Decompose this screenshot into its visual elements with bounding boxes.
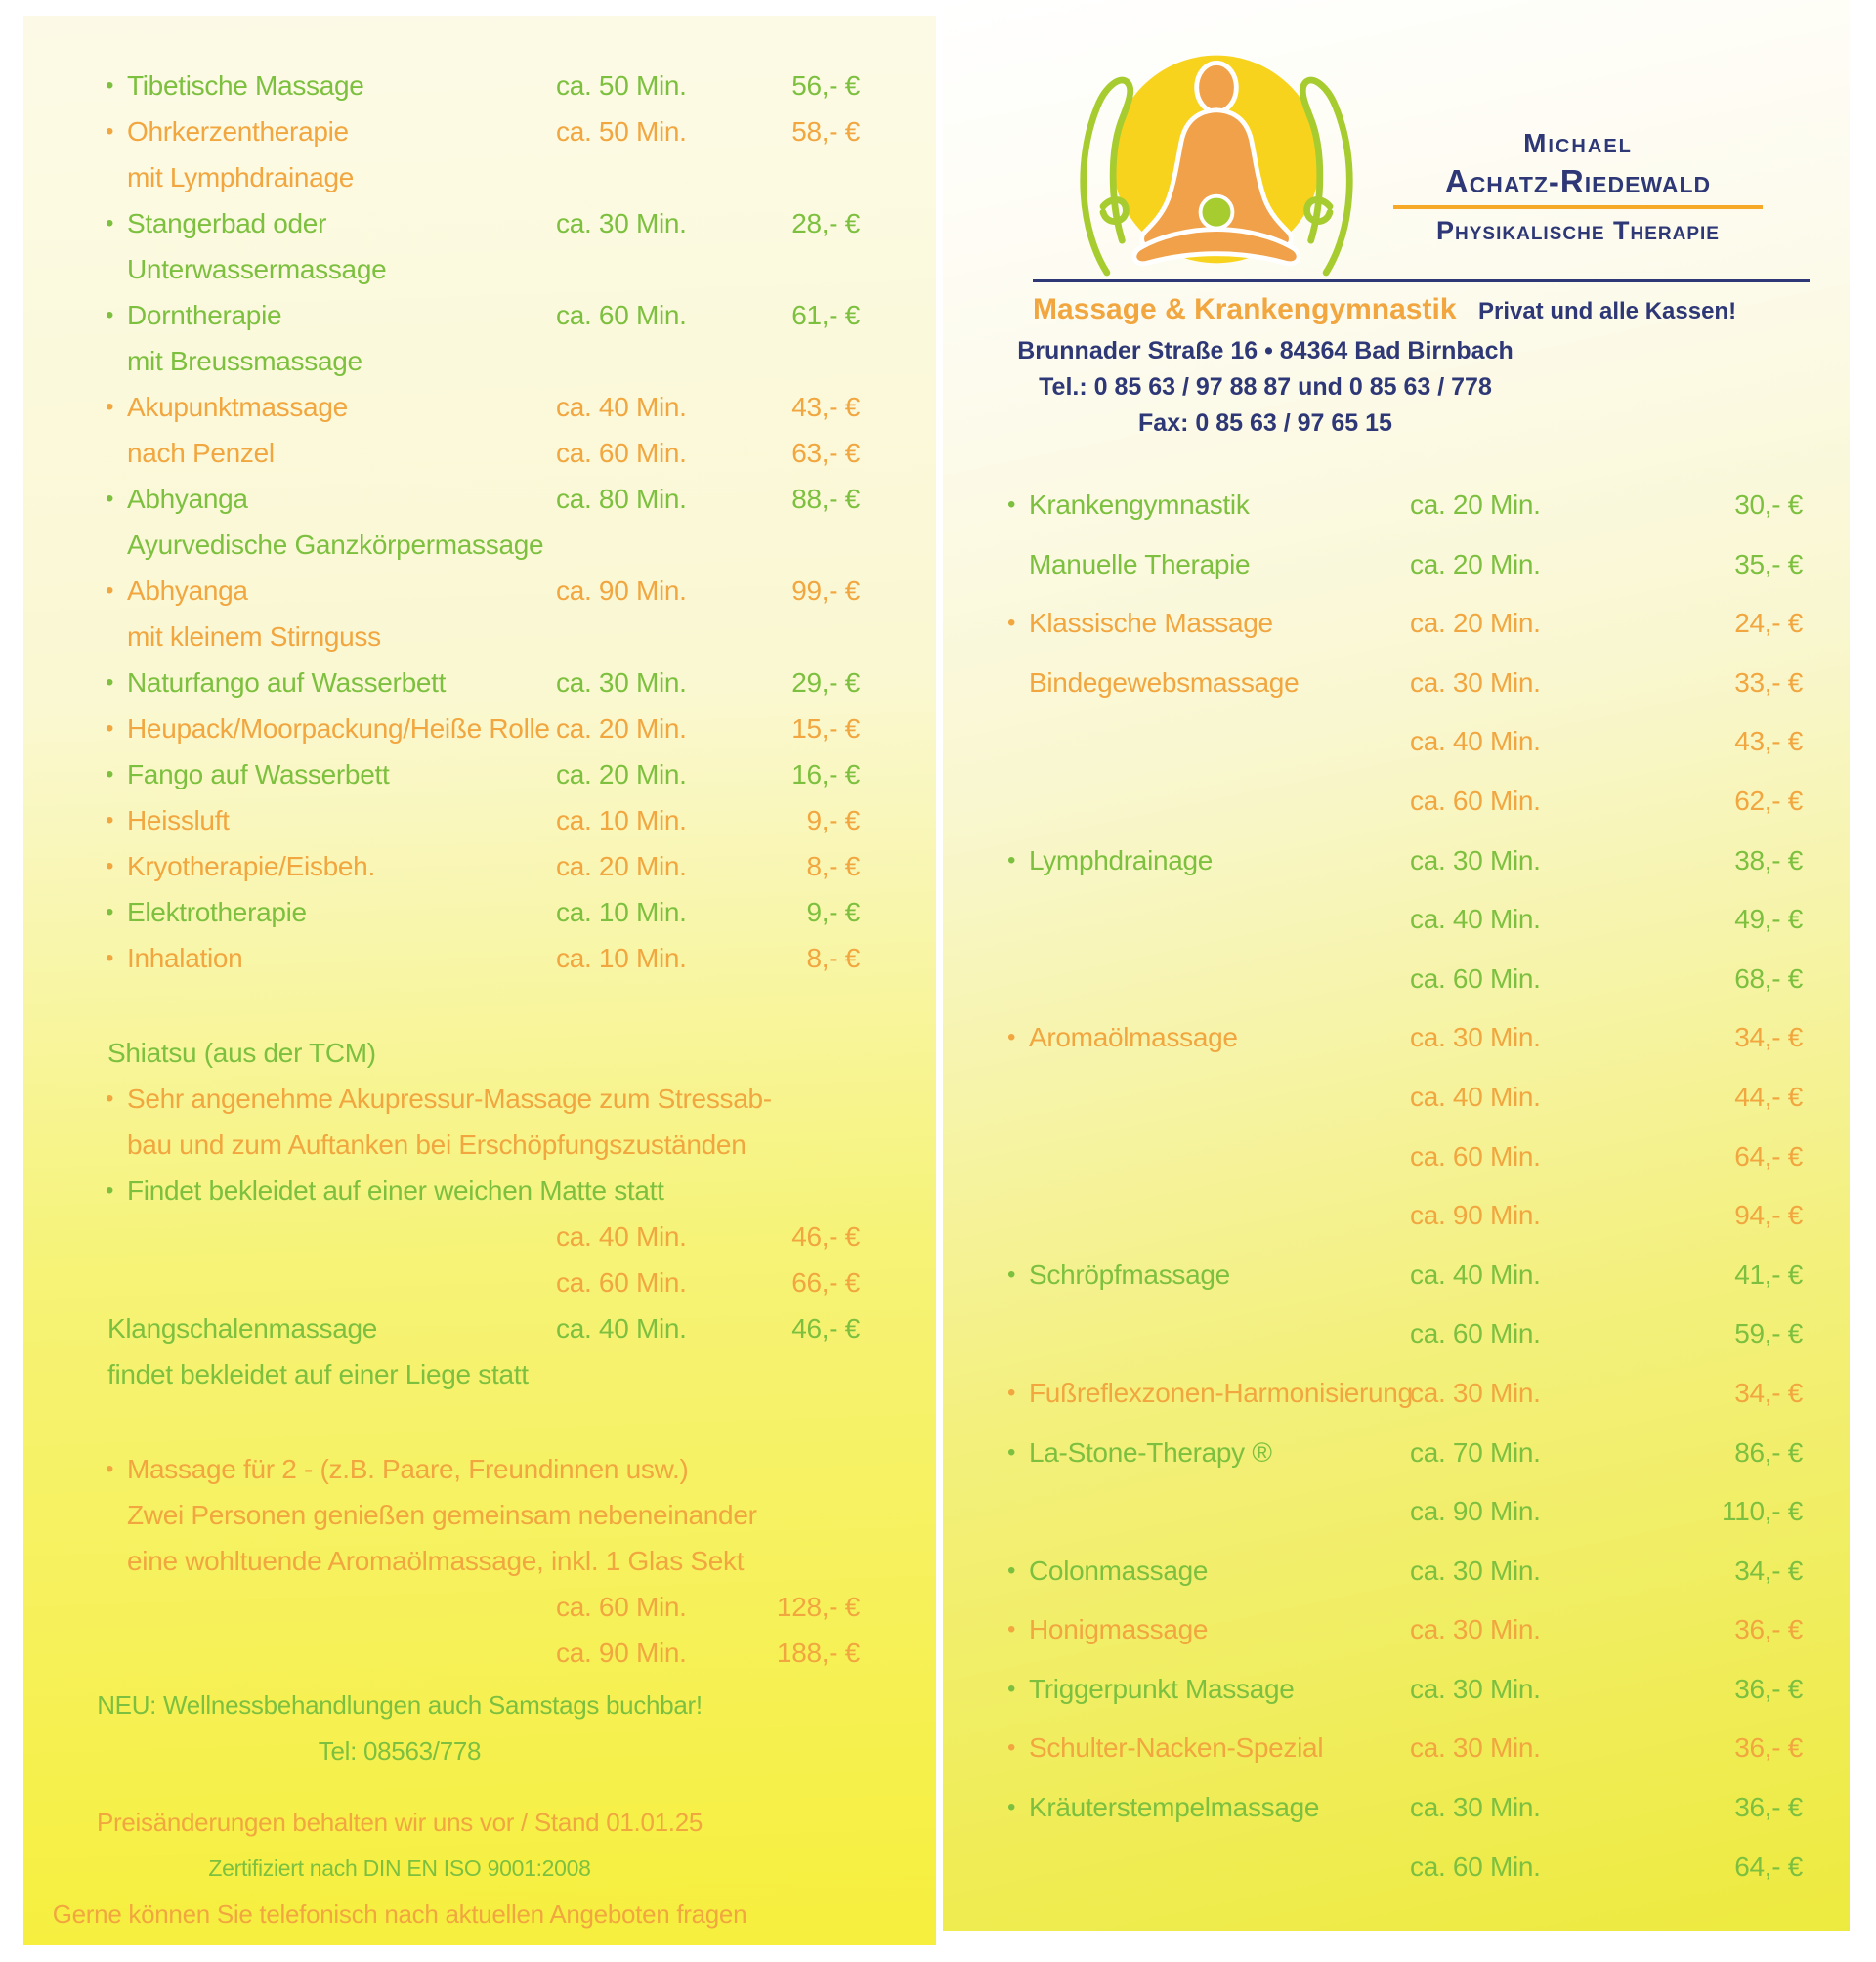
treatment-duration: ca. 20 Min.	[1410, 490, 1541, 520]
price-row	[943, 1660, 1850, 1720]
price-row	[23, 1259, 936, 1305]
treatment-price: 46,- €	[791, 1313, 860, 1344]
treatment-name: Elektrotherapie	[127, 897, 307, 927]
treatment-name: Klassische Massage	[1029, 608, 1273, 639]
treatment-name: Heupack/Moorpackung/Heiße Rolle	[127, 713, 550, 744]
bullet-icon: •	[1007, 1734, 1016, 1762]
treatment-name: Findet bekleidet auf einer weichen Matte statt	[127, 1175, 664, 1206]
treatment-duration: ca. 30 Min.	[1410, 1673, 1541, 1704]
meditating-person-logo	[1045, 18, 1387, 301]
price-row	[23, 1538, 936, 1584]
price-row	[23, 705, 936, 751]
treatment-duration: ca. 10 Min.	[556, 897, 687, 927]
treatment-name: findet bekleidet auf einer Liege statt	[107, 1359, 529, 1389]
bullet-icon: •	[1007, 1794, 1016, 1821]
price-row	[23, 1076, 936, 1122]
treatment-duration: ca. 30 Min.	[1410, 1555, 1541, 1586]
price-row	[943, 1304, 1850, 1364]
bullet-icon: •	[106, 669, 114, 696]
treatment-name: Kryotherapie/Eisbeh.	[127, 851, 375, 881]
treatment-price: 86,- €	[1734, 1436, 1803, 1468]
treatment-name: Massage für 2 - (z.B. Paare, Freundinnen usw.)	[127, 1454, 689, 1484]
treatment-price: 38,- €	[1734, 844, 1803, 875]
price-row	[23, 751, 936, 797]
bullet-icon: •	[1007, 1379, 1016, 1406]
price-row	[943, 1128, 1850, 1187]
bullet-icon: •	[106, 118, 114, 145]
price-row	[943, 1008, 1850, 1068]
treatment-duration: ca. 30 Min.	[1410, 666, 1541, 698]
treatment-price: 44,- €	[1734, 1081, 1803, 1112]
price-row	[943, 1186, 1850, 1246]
bullet-icon: •	[106, 945, 114, 971]
treatment-name: Shiatsu (aus der TCM)	[107, 1038, 376, 1068]
footer-note	[23, 1728, 776, 1774]
price-row	[23, 200, 936, 246]
treatment-name: Kräuterstempelmassage	[1029, 1792, 1320, 1823]
treatment-price: 41,- €	[1734, 1258, 1803, 1290]
treatment-duration: ca. 60 Min.	[1410, 785, 1541, 816]
phone-line: Tel.: 0 85 63 / 97 88 87 und 0 85 63 / 778	[1039, 373, 1492, 401]
bullet-icon: •	[1007, 1024, 1016, 1051]
price-row	[943, 832, 1850, 891]
treatment-duration: ca. 90 Min.	[1410, 1496, 1541, 1527]
footer-note	[23, 1892, 776, 1938]
treatment-name: Tibetische Massage	[127, 70, 364, 101]
price-row	[23, 246, 936, 292]
bullet-icon: •	[106, 1177, 114, 1204]
treatment-price: 99,- €	[791, 576, 860, 606]
treatment-name: mit Breussmassage	[127, 346, 362, 376]
price-row	[23, 63, 936, 108]
practice-subtitle: Physikalische Therapie	[1436, 216, 1720, 245]
price-row	[23, 1351, 936, 1397]
treatment-price: 15,- €	[791, 713, 860, 744]
left-footer-notes	[23, 1671, 936, 1938]
bullet-icon: •	[1007, 1557, 1016, 1584]
price-row	[23, 1305, 936, 1351]
treatment-price: 188,- €	[776, 1638, 860, 1668]
treatment-duration: ca. 60 Min.	[556, 1267, 687, 1298]
bullet-icon: •	[1007, 1260, 1016, 1288]
bullet-icon: •	[1007, 491, 1016, 518]
bullet-icon: •	[1007, 1675, 1016, 1702]
treatment-duration: ca. 30 Min.	[556, 667, 687, 698]
price-row	[943, 950, 1850, 1009]
price-row	[943, 535, 1850, 595]
treatment-name: Krankengymnastik	[1029, 490, 1250, 520]
bullet-icon: •	[1007, 1616, 1016, 1643]
treatment-price: 9,- €	[806, 897, 860, 927]
bullet-icon: •	[106, 899, 114, 925]
treatment-duration: ca. 60 Min.	[1410, 962, 1541, 994]
bullet-icon: •	[1007, 610, 1016, 637]
treatment-price: 64,- €	[1734, 1140, 1803, 1172]
treatment-name: nach Penzel	[127, 438, 275, 468]
treatment-price: 94,- €	[1734, 1200, 1803, 1231]
price-row	[23, 889, 936, 935]
treatment-name: eine wohltuende Aromaölmassage, inkl. 1 Glas Sekt	[127, 1546, 745, 1576]
footer-note-text: Tel: 08563/778	[318, 1736, 482, 1766]
treatment-duration: ca. 40 Min.	[556, 392, 687, 422]
price-row	[943, 890, 1850, 950]
bullet-icon: •	[106, 715, 114, 742]
treatment-price: 24,- €	[1734, 608, 1803, 639]
practice-first-name: Michael	[1523, 128, 1633, 158]
treatment-price: 49,- €	[1734, 904, 1803, 935]
bullet-icon: •	[106, 302, 114, 328]
treatment-name: Ayurvedische Ganzkörpermassage	[127, 530, 544, 560]
treatment-price: 128,- €	[776, 1592, 860, 1622]
bullet-icon: •	[106, 853, 114, 879]
treatment-price: 33,- €	[1734, 666, 1803, 698]
treatment-duration: ca. 30 Min.	[1410, 1732, 1541, 1764]
footer-note-text: Gerne können Sie telefonisch nach aktuellen Angeboten fragen	[52, 1899, 747, 1929]
treatment-duration: ca. 10 Min.	[556, 943, 687, 973]
bullet-icon: •	[1007, 1438, 1016, 1466]
price-row	[943, 654, 1850, 713]
treatment-price: 59,- €	[1734, 1318, 1803, 1349]
price-row	[943, 1719, 1850, 1778]
treatment-price: 8,- €	[806, 943, 860, 973]
treatment-price: 28,- €	[791, 208, 860, 238]
treatment-name: Dorntherapie	[127, 300, 282, 330]
treatment-price: 66,- €	[791, 1267, 860, 1298]
treatment-duration: ca. 50 Min.	[556, 116, 687, 147]
price-row	[943, 1600, 1850, 1660]
treatment-price: 36,- €	[1734, 1614, 1803, 1645]
treatment-price: 46,- €	[791, 1221, 860, 1252]
price-row	[23, 522, 936, 568]
bullet-icon: •	[106, 577, 114, 604]
bullet-icon: •	[106, 807, 114, 833]
price-row	[23, 1446, 936, 1492]
price-row	[23, 338, 936, 384]
price-row	[943, 1364, 1850, 1424]
treatment-price: 34,- €	[1734, 1555, 1803, 1586]
treatment-duration: ca. 30 Min.	[1410, 1377, 1541, 1408]
treatment-name: mit Lymphdrainage	[127, 162, 354, 192]
treatment-price: 35,- €	[1734, 548, 1803, 579]
treatment-name: Inhalation	[127, 943, 243, 973]
price-row	[943, 1424, 1850, 1483]
treatment-name: mit kleinem Stirnguss	[127, 621, 381, 652]
price-row	[23, 935, 936, 981]
treatment-duration: ca. 40 Min.	[1410, 1081, 1541, 1112]
treatment-duration: ca. 10 Min.	[556, 805, 687, 835]
treatment-duration: ca. 80 Min.	[556, 484, 687, 514]
tagline-row	[1033, 289, 1736, 330]
price-row	[943, 1068, 1850, 1128]
treatment-duration: ca. 20 Min.	[1410, 608, 1541, 639]
treatment-price: 58,- €	[791, 116, 860, 147]
price-row	[23, 614, 936, 660]
price-row	[23, 1584, 936, 1630]
practice-last-name: Achatz-Riedewald	[1444, 163, 1712, 199]
treatment-price: 61,- €	[791, 300, 860, 330]
right-price-panel	[943, 0, 1850, 1931]
treatment-duration: ca. 20 Min.	[1410, 548, 1541, 579]
footer-note	[23, 1683, 776, 1728]
treatment-duration: ca. 30 Min.	[1410, 1022, 1541, 1053]
treatment-price: 36,- €	[1734, 1792, 1803, 1823]
price-row	[23, 384, 936, 430]
treatment-price: 36,- €	[1734, 1673, 1803, 1704]
bullet-icon: •	[106, 1456, 114, 1482]
treatment-name: Akupunktmassage	[127, 392, 348, 422]
treatment-duration: ca. 90 Min.	[556, 576, 687, 606]
treatment-name: Klangschalenmassage	[107, 1313, 378, 1344]
treatment-name: Abhyanga	[127, 576, 248, 606]
price-row	[23, 154, 936, 200]
treatment-duration: ca. 20 Min.	[556, 713, 687, 744]
treatment-name: Ohrkerzentherapie	[127, 116, 349, 147]
price-row	[23, 292, 936, 338]
treatment-name: Fußreflexzonen-Harmonisierung	[1029, 1377, 1413, 1408]
price-row	[23, 843, 936, 889]
treatment-price: 88,- €	[791, 484, 860, 514]
treatment-price: 62,- €	[1734, 785, 1803, 816]
treatment-duration: ca. 70 Min.	[1410, 1436, 1541, 1468]
treatment-name: Fango auf Wasserbett	[127, 759, 390, 789]
treatment-duration: ca. 60 Min.	[556, 300, 687, 330]
price-row	[23, 1214, 936, 1259]
treatment-duration: ca. 30 Min.	[1410, 844, 1541, 875]
tagline-services: Massage & Krankengymnastik	[1033, 293, 1457, 325]
bullet-icon: •	[106, 394, 114, 420]
price-row	[23, 1168, 936, 1214]
price-row	[23, 108, 936, 154]
price-row	[23, 660, 936, 705]
price-row	[23, 1492, 936, 1538]
treatment-price: 9,- €	[806, 805, 860, 835]
treatment-duration: ca. 40 Min.	[556, 1221, 687, 1252]
treatment-name: Lymphdrainage	[1029, 844, 1214, 875]
treatment-name: Colonmassage	[1029, 1555, 1209, 1586]
price-row	[943, 1246, 1850, 1305]
treatment-duration: ca. 30 Min.	[1410, 1614, 1541, 1645]
treatment-price: 30,- €	[1734, 490, 1803, 520]
footer-note	[23, 1846, 776, 1892]
treatment-name: Schröpfmassage	[1029, 1258, 1230, 1290]
treatment-name: Sehr angenehme Akupressur-Massage zum Stressab-	[127, 1084, 772, 1114]
treatment-duration: ca. 90 Min.	[556, 1638, 687, 1668]
treatment-name: Triggerpunkt Massage	[1029, 1673, 1295, 1704]
treatment-price: 64,- €	[1734, 1851, 1803, 1882]
bullet-icon: •	[106, 761, 114, 788]
footer-note-text: Preisänderungen behalten wir uns vor / Stand 01.01.25	[96, 1808, 704, 1837]
treatment-duration: ca. 40 Min.	[1410, 1258, 1541, 1290]
price-row	[943, 1778, 1850, 1838]
price-row	[23, 1630, 936, 1676]
price-row	[943, 594, 1850, 654]
treatment-price: 63,- €	[791, 438, 860, 468]
treatment-name: Naturfango auf Wasserbett	[127, 667, 447, 698]
left-price-list	[23, 63, 936, 1676]
treatment-price: 36,- €	[1734, 1732, 1803, 1764]
header-divider-rule	[1033, 279, 1810, 282]
treatment-duration: ca. 40 Min.	[556, 1313, 687, 1344]
price-row	[943, 1542, 1850, 1601]
practice-name-block	[1387, 125, 1769, 248]
right-price-list	[943, 476, 1850, 1897]
footer-note	[23, 1800, 776, 1846]
treatment-price: 43,- €	[791, 392, 860, 422]
price-row	[943, 1838, 1850, 1898]
bullet-icon: •	[106, 72, 114, 99]
treatment-price: 43,- €	[1734, 726, 1803, 757]
treatment-name: Honigmassage	[1029, 1614, 1209, 1645]
treatment-duration: ca. 30 Min.	[556, 208, 687, 238]
treatment-price: 56,- €	[791, 70, 860, 101]
treatment-price: 16,- €	[791, 759, 860, 789]
treatment-price: 68,- €	[1734, 962, 1803, 994]
treatment-price: 29,- €	[791, 667, 860, 698]
price-row	[23, 1122, 936, 1168]
contact-block	[982, 333, 1549, 442]
street-address: Brunnader Straße 16 • 84364 Bad Birnbach	[1017, 337, 1514, 364]
treatment-price: 8,- €	[806, 851, 860, 881]
treatment-name: Bindegewebsmassage	[1029, 666, 1300, 698]
treatment-duration: ca. 50 Min.	[556, 70, 687, 101]
treatment-duration: ca. 60 Min.	[1410, 1318, 1541, 1349]
treatment-price: 110,- €	[1722, 1496, 1803, 1527]
brand-orange-rule	[1393, 205, 1763, 209]
treatment-duration: ca. 40 Min.	[1410, 904, 1541, 935]
treatment-name: Abhyanga	[127, 484, 248, 514]
treatment-price: 34,- €	[1734, 1022, 1803, 1053]
price-row	[943, 772, 1850, 832]
price-row	[943, 712, 1850, 772]
treatment-duration: ca. 60 Min.	[1410, 1140, 1541, 1172]
treatment-name: Aromaölmassage	[1029, 1022, 1238, 1053]
bullet-icon: •	[1007, 846, 1016, 874]
treatment-duration: ca. 30 Min.	[1410, 1792, 1541, 1823]
bullet-icon: •	[106, 1086, 114, 1112]
treatment-price: 34,- €	[1734, 1377, 1803, 1408]
treatment-duration: ca. 60 Min.	[556, 1592, 687, 1622]
price-row	[23, 430, 936, 476]
bullet-icon: •	[106, 486, 114, 512]
treatment-duration: ca. 20 Min.	[556, 759, 687, 789]
tagline-insurance: Privat und alle Kassen!	[1477, 298, 1737, 324]
price-row	[23, 1030, 936, 1076]
treatment-duration: ca. 20 Min.	[556, 851, 687, 881]
treatment-name: Manuelle Therapie	[1029, 548, 1251, 579]
treatment-name: Unterwassermassage	[127, 254, 387, 284]
price-row	[943, 476, 1850, 535]
price-row	[23, 476, 936, 522]
treatment-name: Stangerbad oder	[127, 208, 327, 238]
fax-line: Fax: 0 85 63 / 97 65 15	[1138, 409, 1392, 437]
treatment-duration: ca. 60 Min.	[556, 438, 687, 468]
treatment-duration: ca. 40 Min.	[1410, 726, 1541, 757]
price-row	[23, 568, 936, 614]
left-price-panel	[23, 16, 936, 1945]
treatment-name: Heissluft	[127, 805, 230, 835]
treatment-name: Zwei Personen genießen gemeinsam nebeneinander	[127, 1500, 757, 1530]
bullet-icon: •	[106, 210, 114, 236]
price-row	[943, 1482, 1850, 1542]
footer-note-text: Zertifiziert nach DIN EN ISO 9001:2008	[208, 1855, 591, 1881]
treatment-name: bau und zum Auftanken bei Erschöpfungszuständen	[127, 1130, 746, 1160]
price-row	[23, 797, 936, 843]
logo-belly-dot	[1201, 196, 1233, 229]
treatment-name: Schulter-Nacken-Spezial	[1029, 1732, 1324, 1764]
treatment-duration: ca. 90 Min.	[1410, 1200, 1541, 1231]
footer-note-text: NEU: Wellnessbehandlungen auch Samstags buchbar!	[97, 1690, 703, 1720]
treatment-name: La-Stone-Therapy ®	[1029, 1436, 1272, 1468]
treatment-duration: ca. 60 Min.	[1410, 1851, 1541, 1882]
